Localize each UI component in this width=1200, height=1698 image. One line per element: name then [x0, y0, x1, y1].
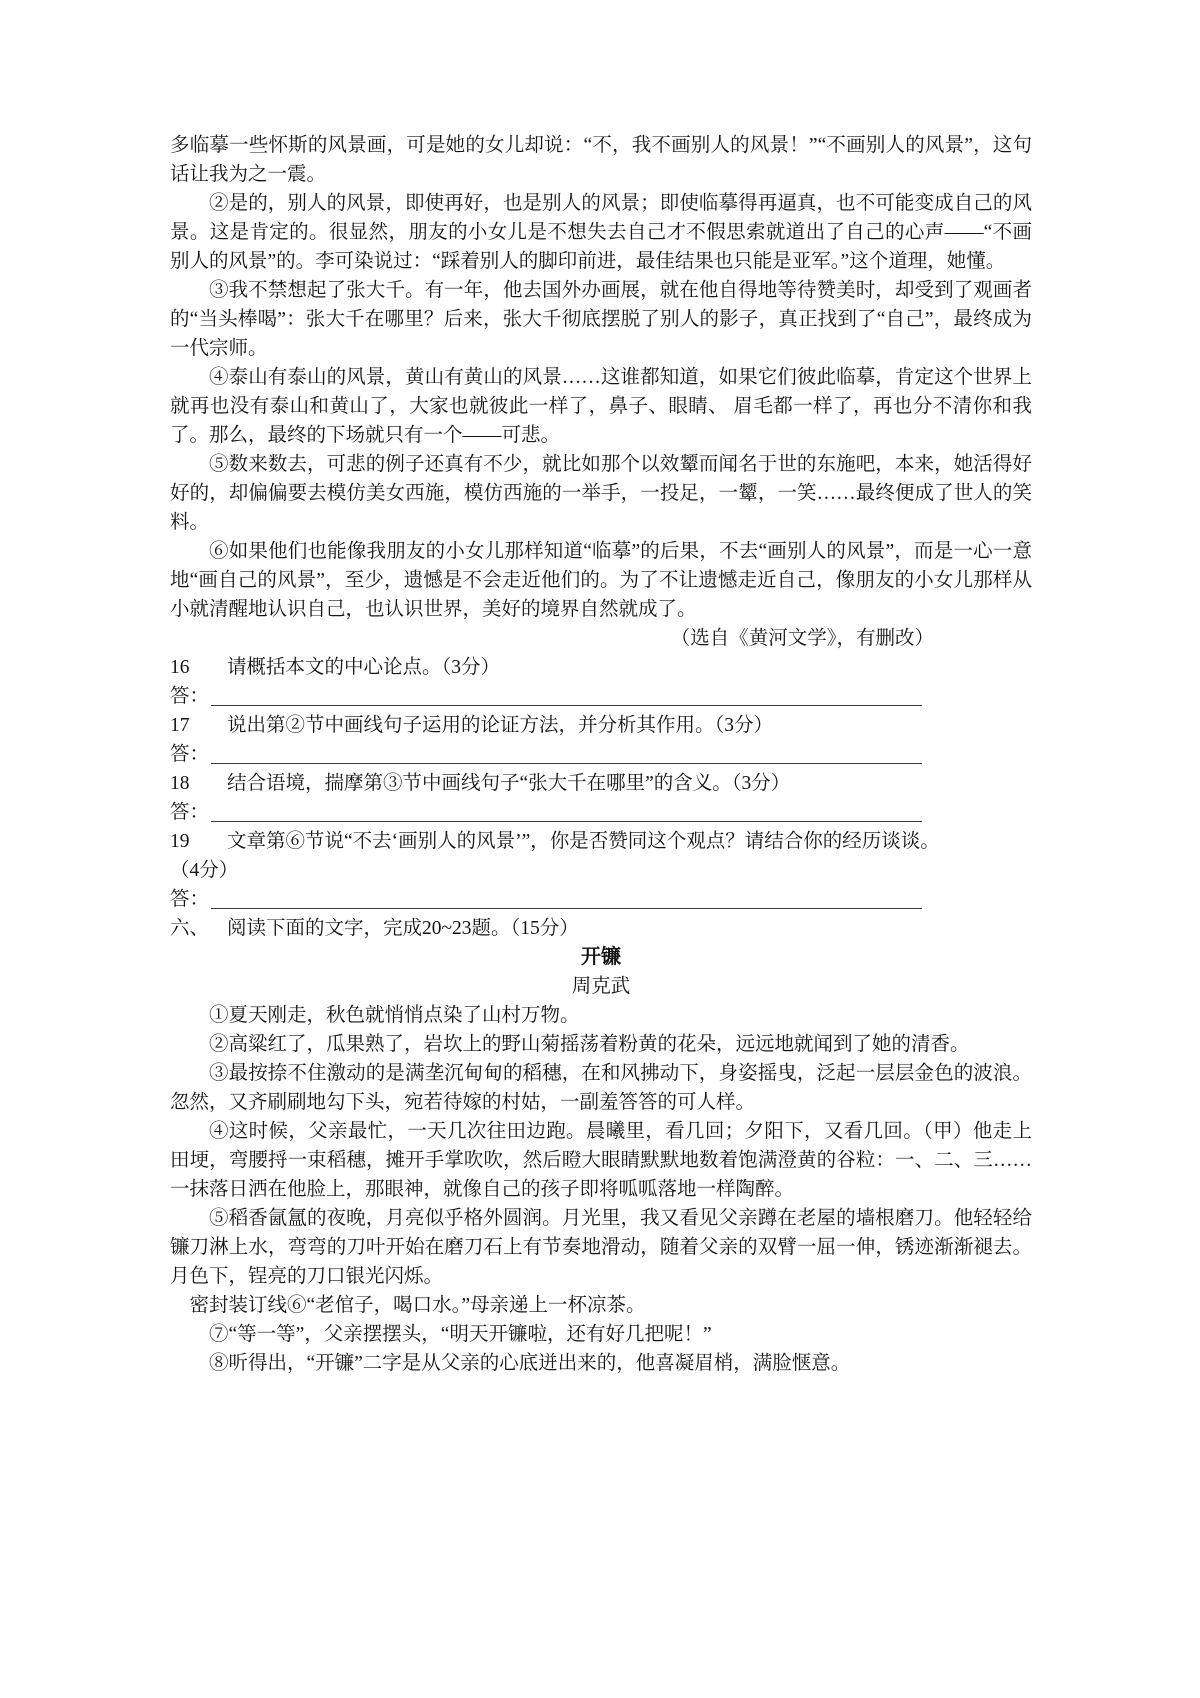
answer-label: 答： [170, 744, 210, 765]
answer-label: 答： [170, 802, 210, 823]
question-text: 说出第②节中画线句子运用的论证方法，并分析其作用。（3分） [227, 715, 774, 736]
question-17 [170, 711, 1032, 740]
question-18 [170, 769, 1032, 798]
paragraph: ④这时候，父亲最忙，一天几次往田边跑。晨曦里，看几回；夕阳下，又看几回。（甲）他走上田埂，弯腰捋一束稻穗，摊开手掌吹吹，然后瞪大眼睛默默地数着饱满澄黄的谷粒：一、二、三……一抹落日洒在他脸上，那眼神，就像自己的孩子即将呱呱落地一样陶醉。 [170, 1121, 1032, 1200]
paragraph: ④泰山有泰山的风景，黄山有黄山的风景……这谁都知道，如果它们彼此临摹，肯定这个世界上就再也没有泰山和黄山了，大家也就彼此一样了，鼻子、眼睛、 眉毛都一样了，再也分不清你和我了。那么，最终的下场就只有一个——可悲。 [170, 367, 1032, 446]
question-number: 19 [170, 831, 190, 852]
section-number: 六、 [170, 918, 210, 939]
answer-line-16 [170, 682, 1032, 711]
answer-line-18 [170, 798, 1032, 827]
source-line: （选自《黄河文学》，有删改） [670, 628, 934, 649]
question-text: 结合语境，揣摩第③节中画线句子“张大千在哪里”的含义。（3分） [227, 773, 791, 794]
paragraph: ①夏天刚走，秋色就悄悄点染了山村万物。 [209, 1005, 580, 1026]
paragraph: ②是的，别人的风景，即使再好，也是别人的风景；即使临摹得再逼真，也不可能变成自己的风景。这是肯定的。很显然，朋友的小女儿是不想失去自己才不假思索就道出了自己的心声——“不画别人的风景”的。李可染说过：“踩着别人的脚印前进，最佳结果也只能是亚军。”这个道理，她懂。 [170, 193, 1032, 272]
question-text: 文章第⑥节说“不去‘画别人的风景’”，你是否赞同这个观点？请结合你的经历谈谈。 [227, 831, 940, 852]
question-text: 请概括本文的中心论点。（3分） [227, 657, 501, 678]
answer-rule [211, 885, 922, 909]
question-16 [170, 653, 1032, 682]
answer-rule [211, 740, 922, 764]
paragraph: ③我不禁想起了张大千。有一年，他去国外办画展，就在他自得地等待赞美时，却受到了观画者的“当头棒喝”：张大千在哪里？后来，张大千彻底摆脱了别人的影子，真正找到了“自己”，最终成为一代宗师。 [170, 280, 1032, 359]
paragraph: 多临摹一些怀斯的风景画，可是她的女儿却说：“不，我不画别人的风景！”“不画别人的风景”，这句话让我为之一震。 [170, 135, 1032, 185]
paragraph: ⑦“等一等”，父亲摆摆头，“明天开镰啦，还有好几把呢！” [209, 1324, 712, 1345]
question-number: 17 [170, 715, 190, 736]
answer-label: 答： [170, 889, 210, 910]
question-number: 16 [170, 657, 190, 678]
paragraph: ⑤数来数去，可悲的例子还真有不少，就比如那个以效颦而闻名于世的东施吧，本来，她活得好好的，却偏偏要去模仿美女西施，模仿西施的一举手，一投足，一颦，一笑……最终便成了世人的笑料。 [170, 454, 1032, 533]
essay-title: 开镰 [581, 946, 621, 968]
section-text: 阅读下面的文字，完成20~23题。（15分） [227, 918, 579, 939]
page-content [170, 131, 1032, 1378]
question-19 [170, 827, 1032, 856]
answer-rule [211, 682, 922, 706]
answer-line-19 [170, 885, 1032, 914]
section-header [170, 914, 1032, 943]
paragraph: ③最按捺不住激动的是满垄沉甸甸的稻穗，在和风拂动下，身姿摇曳，泛起一层层金色的波浪。忽然，又齐刷刷地勾下头，宛若待嫁的村姑，一副羞答答的可人样。 [170, 1063, 1032, 1113]
question-number: 18 [170, 773, 190, 794]
answer-line-17 [170, 740, 1032, 769]
essay-author: 周克武 [571, 976, 631, 997]
paragraph: ⑧听得出，“开镰”二字是从父亲的心底迸出来的，他喜凝眉梢，满脸惬意。 [209, 1353, 851, 1374]
question-19-points: （4分） [170, 860, 239, 881]
answer-label: 答： [170, 686, 210, 707]
paragraph: ⑤稻香氤氲的夜晚，月亮似乎格外圆润。月光里，我又看见父亲蹲在老屋的墙根磨刀。他轻轻给镰刀淋上水，弯弯的刀叶开始在磨刀石上有节奏地滑动，随着父亲的双臂一屈一伸，锈迹渐渐褪去。月色下，锃亮的刀口银光闪烁。 [170, 1208, 1032, 1287]
paragraph: ②高粱红了，瓜果熟了，岩坎上的野山菊摇荡着粉黄的花朵，远远地就闻到了她的清香。 [209, 1034, 970, 1055]
paragraph: 密封装订线⑥“老倌子，喝口水。”母亲递上一杯凉茶。 [189, 1295, 646, 1316]
answer-rule [211, 798, 922, 822]
paragraph: ⑥如果他们也能像我朋友的小女儿那样知道“临摹”的后果，不去“画别人的风景”，而是一心一意地“画自己的风景”，至少，遗憾是不会走近他们的。为了不让遗憾走近自己，像朋友的小女儿那样从小就清醒地认识自己，也认识世界，美好的境界自然就成了。 [170, 541, 1032, 620]
